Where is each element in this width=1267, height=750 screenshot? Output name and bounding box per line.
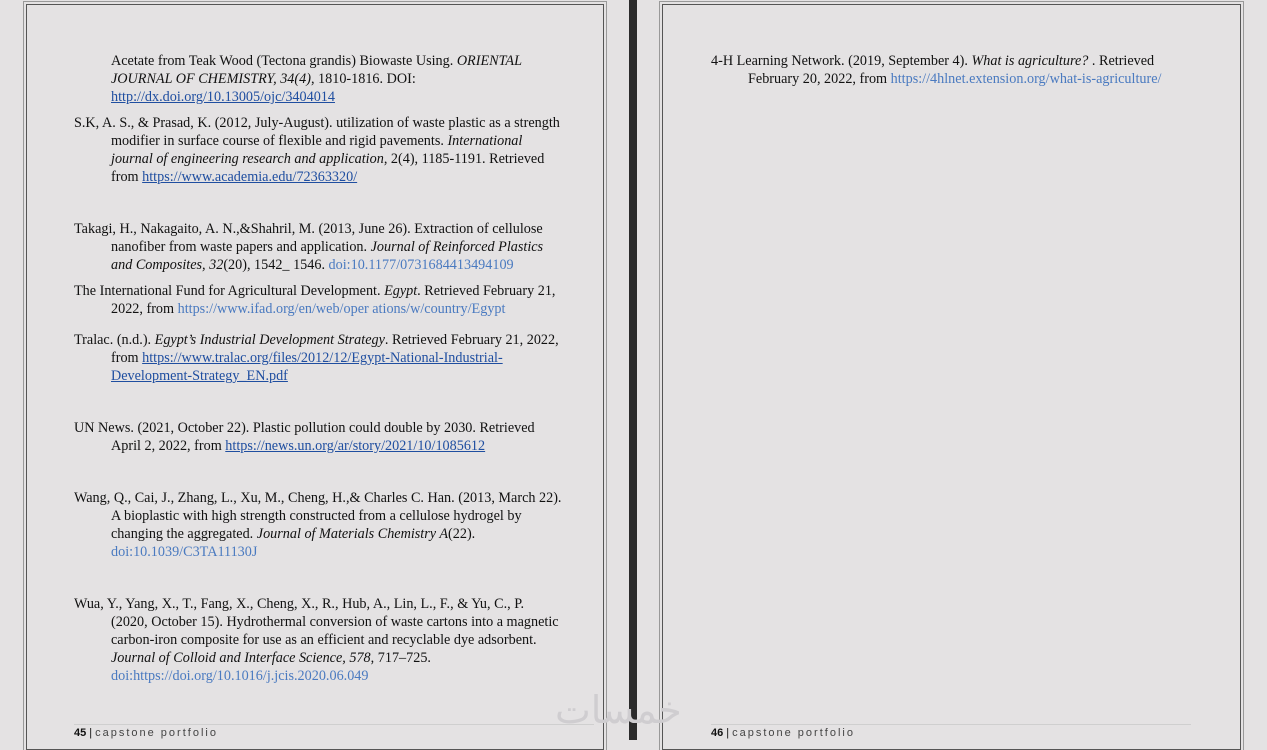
reference-text: , 1810-1816. DOI: [310,71,416,87]
reference-text: Takagi, H., Nakagaito, A. N.,&Shahril, M. (2013, June 26). Extraction of cellulose nanofiber from waste papers and application. [74,221,543,255]
document-page-46 [637,0,1267,740]
reference-text: Wua, Y., Yang, X., T., Fang, X., Cheng, X., R., Hub, A., Lin, L., F., & Yu, C., P. (2020, October 15). Hydrothermal conversion of waste cartons into a magnetic carbon-iron composite for use as an efficient and recyclable dye adsorbent. [74,596,559,648]
reference-entry [74,595,564,685]
page-footer [711,727,855,739]
reference-list [711,52,1181,88]
journal-title: ORIENTAL JOURNAL OF CHEMISTRY, 34(4) [111,53,522,87]
reference-text: . Retrieved February 21, 2022, from [111,332,559,366]
footer-separator: | [726,727,730,739]
reference-text: Wang, Q., Cai, J., Zhang, L., Xu, M., Cheng, H.,& Charles C. Han. (2013, March 22). A bioplastic with high strength constructed from a cellulose hydrogel by changing the aggregated. [74,490,562,542]
doi-link[interactable]: doi:10.1177/0731684413494109 [328,257,514,273]
footer-separator: | [89,727,93,739]
page-number: 45 [74,727,87,739]
reference-link[interactable]: https://www.academia.edu/72363320/ [142,169,358,185]
reference-text: . Retrieved February 20, 2022, from [748,53,1155,87]
journal-title: Egypt’s Industrial Development Strategy [154,332,385,348]
reference-entry [74,489,564,561]
reference-text: The International Fund for Agricultural Development. [74,283,385,299]
journal-title: What is agriculture? [971,53,1089,69]
footer-rule [74,724,594,725]
journal-title: International journal of engineering research and application [111,133,523,167]
reference-entry [74,331,564,385]
reference-entry [711,52,1181,88]
page-number: 46 [711,727,724,739]
footer-label: capstone portfolio [95,727,218,739]
reference-entry [74,282,564,318]
reference-text: Acetate from Teak Wood (Tectona grandis) Biowaste Using. [111,53,457,69]
reference-text: (20), 1542_ 1546. [223,257,329,273]
reference-text: 4-H Learning Network. (2019, September 4). [711,53,972,69]
reference-link[interactable]: http://dx.doi.org/10.13005/ojc/3404014 [111,89,335,105]
reference-text: (22). [448,526,476,542]
reference-link[interactable]: https://news.un.org/ar/story/2021/10/1085612 [225,438,486,454]
footer-label: capstone portfolio [732,727,855,739]
reference-text: . Retrieved February 21, 2022, from [111,283,556,317]
reference-text: Tralac. (n.d.). [74,332,155,348]
journal-title: Journal of Materials Chemistry A [256,526,449,542]
reference-text: S.K, A. S., & Prasad, K. (2012, July-August). utilization of waste plastic as a strength modifier in surface course of flexible and rigid pavements. [74,115,560,149]
doi-link[interactable]: https://www.ifad.org/en/web/oper ations/w/country/Egypt [177,301,506,317]
doi-link[interactable]: doi:https://doi.org/10.1016/j.jcis.2020.06.049 [111,668,369,684]
footer-rule [711,724,1191,725]
journal-title: Egypt [384,283,418,299]
journal-title: Journal of Reinforced Plastics and Composites, 32 [111,239,544,273]
watermark-logo: خمسات [555,688,682,732]
document-page-45 [0,0,629,740]
page-footer [74,727,218,739]
doi-link[interactable]: doi:10.1039/C3TA11130J [111,544,258,560]
doi-link[interactable]: https://4hlnet.extension.org/what-is-agriculture/ [890,71,1162,87]
reference-entry [74,220,564,274]
page-border [662,4,1241,750]
reference-link[interactable]: https://www.tralac.org/files/2012/12/Egypt-National-Industrial-Development-Strategy_EN.pdf [111,350,503,384]
reference-text: UN News. (2021, October 22). Plastic pollution could double by 2030. Retrieved April 2, 2022, from [74,420,535,454]
page-gutter [629,0,637,740]
reference-entry [74,114,564,186]
reference-text: , 717–725. [370,650,431,666]
reference-entry [74,419,564,455]
reference-entry [74,52,564,106]
reference-text: , 2(4), 1185-1191. Retrieved from [111,151,545,185]
journal-title: Journal of Colloid and Interface Science, 578 [111,650,371,666]
reference-list [74,52,564,685]
